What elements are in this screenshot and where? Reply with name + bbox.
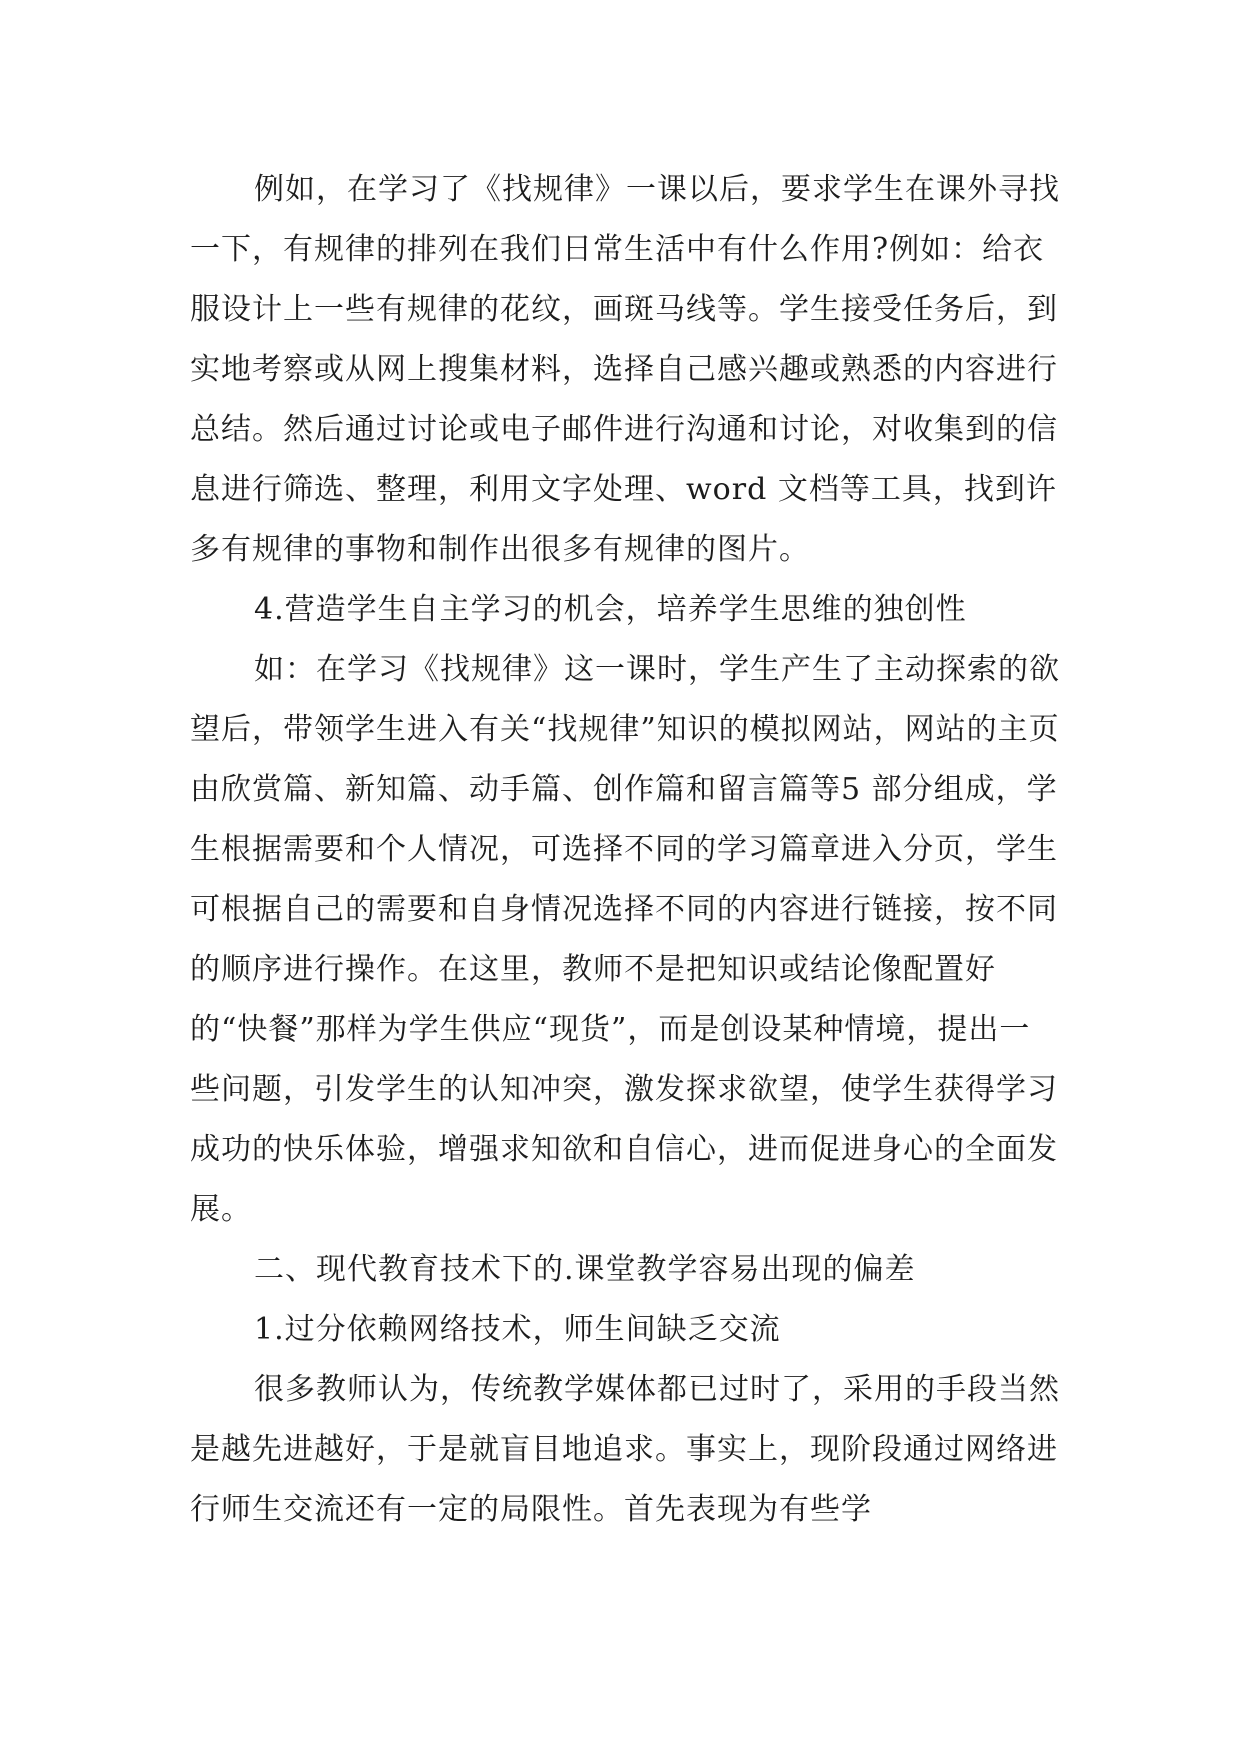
document-body (190, 160, 1060, 1540)
paragraph-teachers-media: 很多教师认为，传统教学媒体都已过时了，采用的手段当然是越先进越好，于是就盲目地追求。事实上，现阶段通过网络进行师生交流还有一定的局限性。首先表现为有些学 (190, 1372, 1060, 1527)
subheading-autonomous-learning: 4.营造学生自主学习的机会，培养学生思维的独创性 (254, 592, 967, 627)
subheading-over-reliance-network: 1.过分依赖网络技术，师生间缺乏交流 (254, 1312, 781, 1347)
section-heading-teaching-deviations: 二、现代教育技术下的.课堂教学容易出现的偏差 (254, 1252, 916, 1287)
paragraph-example-pattern-homework: 例如，在学习了《找规律》一课以后，要求学生在课外寻找一下，有规律的排列在我们日常生活中有什么作用?例如：给衣服设计上一些有规律的花纹，画斑马线等。学生接受任务后，到实地考察或从网上搜集材料，选择自己感兴趣或熟悉的内容进行总结。然后通过讨论或电子邮件进行沟通和讨论，对收集到的信息进行筛选、整理，利用文字处理、word 文档等工具，找到许多有规律的事物和制作出很多有规律的图片。 (190, 172, 1060, 567)
paragraph-simulated-website: 如：在学习《找规律》这一课时，学生产生了主动探索的欲望后，带领学生进入有关“找规律”知识的模拟网站，网站的主页由欣赏篇、新知篇、动手篇、创作篇和留言篇等5 部分组成，学生根据需要和个人情况，可选择不同的学习篇章进入分页，学生可根据自己的需要和自身情况选择不同的内容进行链接，按不同的顺序进行操作。在这里，教师不是把知识或结论像配置好的“快餐”那样为学生供应“现货”，而是创设某种情境，提出一些问题，引发学生的认知冲突，激发探求欲望，使学生获得学习成功的快乐体验，增强求知欲和自信心，进而促进身心的全面发展。 (190, 652, 1060, 1227)
